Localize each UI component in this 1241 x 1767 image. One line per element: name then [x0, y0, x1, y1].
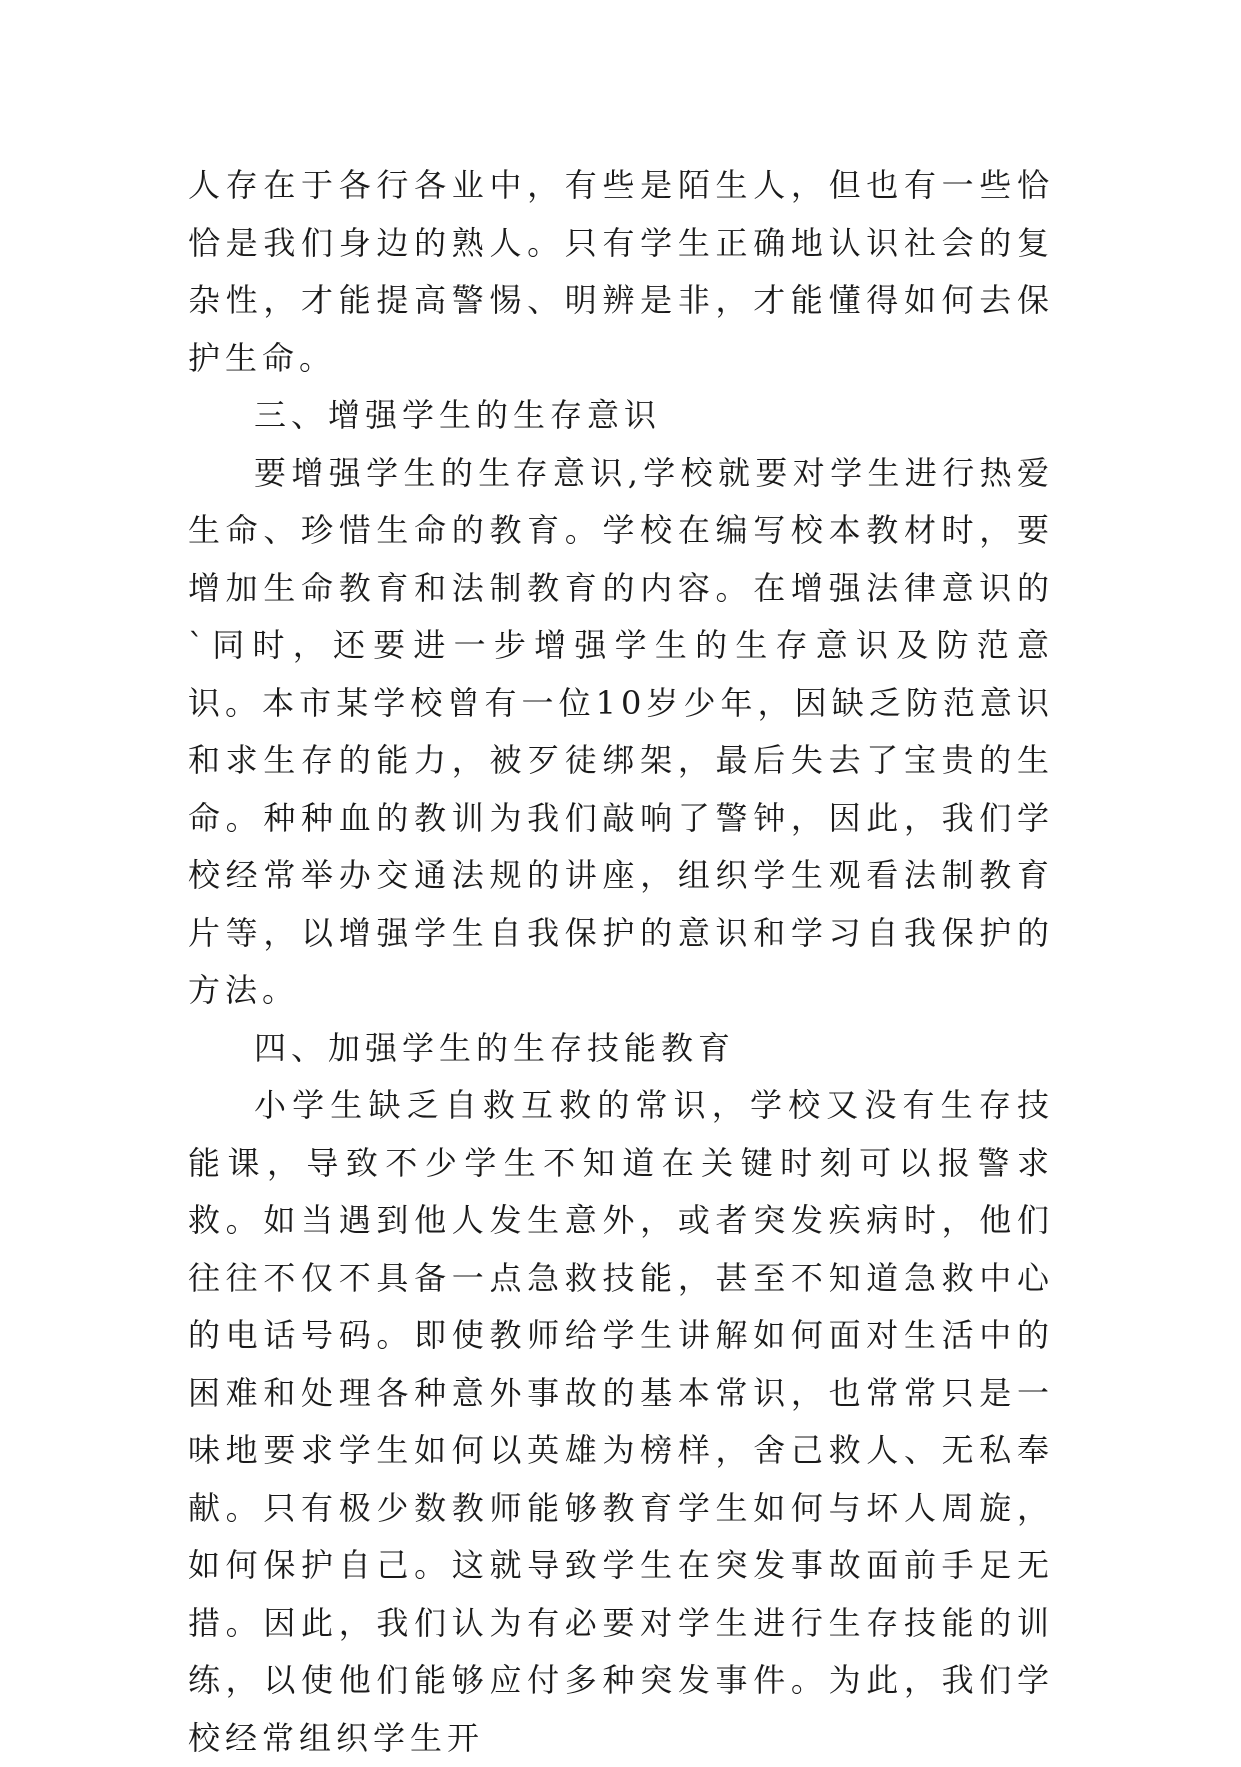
section-heading-3: 三、增强学生的生存意识	[254, 396, 662, 434]
paragraph-survival-skills: 小学生缺乏自救互救的常识，学校又没有生存技能课，导致不少学生不知道在关键时刻可以报警求救。如当遇到他人发生意外，或者突发疾病时，他们往往不仅不具备一点急救技能，甚至不知道急救中心的电话号码。即使教师给学生讲解如何面对生活中的困难和处理各种意外事故的基本常识，也常常只是一味地要求学生如何以英雄为榜样，舍己救人、无私奉献。只有极少数教师能够教育学生如何与坏人周旋，如何保护自己。这就导致学生在突发事故面前手足无措。因此，我们认为有必要对学生进行生存技能的训练，以使他们能够应付多种突发事件。为此，我们学校经常组织学生开	[188, 1086, 1054, 1757]
section-heading-4: 四、加强学生的生存技能教育	[254, 1028, 736, 1067]
paragraph-continuation: 人存在于各行各业中，有些是陌生人，但也有一些恰恰是我们身边的熟人。只有学生正确地认识社会的复杂性，才能提高警惕、明辨是非，才能懂得如何去保护生命。	[188, 166, 1054, 377]
paragraph-survival-awareness: 要增强学生的生存意识,学校就要对学生进行热爱生命、珍惜生命的教育。学校在编写校本教材时，要增加生命教育和法制教育的内容。在增强法律意识的`同时，还要进一步增强学生的生存意识及防范意识。本市某学校曾有一位10岁少年，因缺乏防范意识和求生存的能力，被歹徒绑架，最后失去了宝贵的生命。种种血的教训为我们敲响了警钟，因此，我们学校经常举办交通法规的讲座，组织学生观看法制教育片等，以增强学生自我保护的意识和学习自我保护的方法。	[188, 453, 1054, 1009]
document-body	[188, 157, 1054, 1767]
